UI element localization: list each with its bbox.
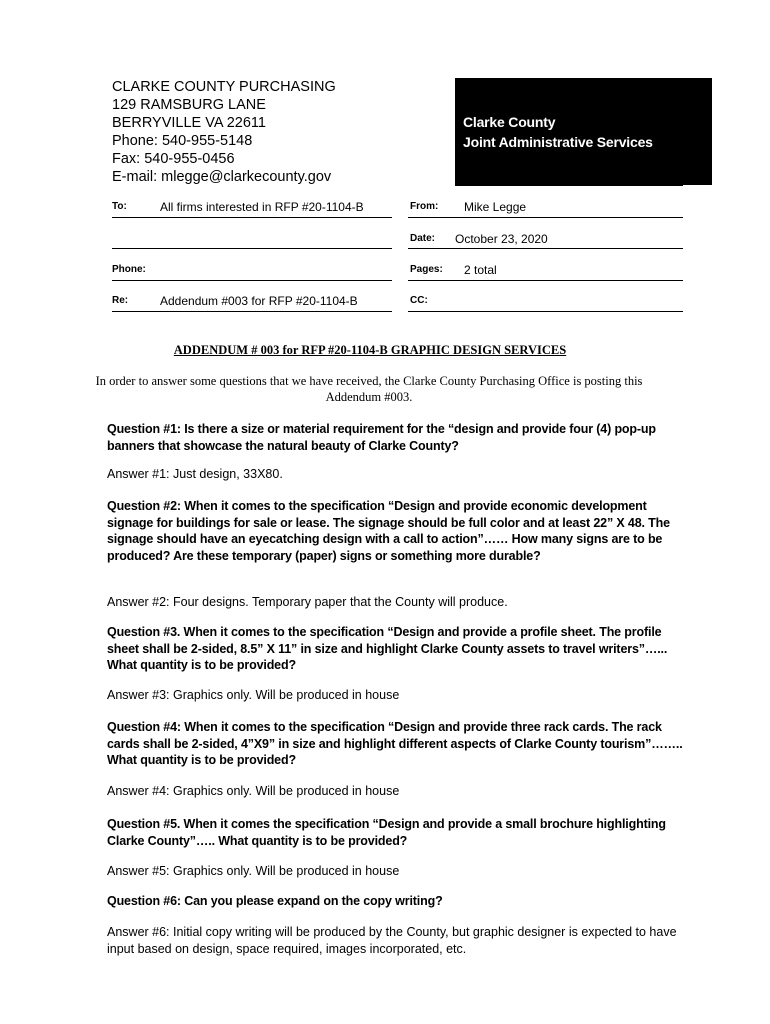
header-rule-3a: [112, 280, 392, 281]
phone-label: Phone:: [112, 264, 146, 275]
answer-1: Answer #1: Just design, 33X80.: [107, 467, 283, 481]
sender-org: CLARKE COUNTY PURCHASING: [112, 79, 336, 95]
header-rule-2a: [112, 248, 392, 249]
date-label: Date:: [410, 233, 436, 244]
to-value: All firms interested in RFP #20-1104-B: [160, 200, 364, 214]
answer-4: Answer #4: Graphics only. Will be produced in house: [107, 784, 400, 798]
pages-label: Pages:: [410, 264, 443, 275]
sender-phone: Phone: 540-955-5148: [112, 133, 253, 149]
header-rule-4b: [408, 311, 683, 312]
county-banner: [455, 78, 712, 185]
cc-label: CC:: [410, 295, 428, 306]
question-2: Question #2: When it comes to the specification “Design and provide economic development signage for buildings for sale or lease. The signage should be full color and at least 22” X 48. The signage should have an eyecatching design with a call to action”…… How many signs are to be produced? Are these temporary (paper) signs or something more durable?: [107, 499, 670, 563]
header-rule-top: [455, 185, 683, 186]
from-value: Mike Legge: [464, 200, 527, 214]
from-label: From:: [410, 201, 439, 212]
question-4: Question #4: When it comes to the specification “Design and provide three rack cards. The rack cards shall be 2-sided, 4”X9” in size and highlight different aspects of Clarke County tourism”…….. What quantity is to be provided?: [107, 720, 683, 767]
header-rule-2b: [408, 248, 683, 249]
question-6: Question #6: Can you please expand on the copy writing?: [107, 894, 443, 908]
header-rule-3b: [408, 280, 683, 281]
answer-2: Answer #2: Four designs. Temporary paper that the County will produce.: [107, 595, 508, 609]
header-rule-4a: [112, 311, 392, 312]
addendum-title: ADDENDUM # 003 for RFP #20-1104-B GRAPHIC DESIGN SERVICES: [173, 343, 567, 357]
re-value: Addendum #003 for RFP #20-1104-B: [160, 294, 358, 308]
question-1: Question #1: Is there a size or material requirement for the “design and provide four (4) pop-up banners that showcase the natural beauty of Clarke County?: [107, 422, 656, 453]
answer-3: Answer #3: Graphics only. Will be produced in house: [107, 688, 400, 702]
answer-6: Answer #6: Initial copy writing will be produced by the County, but graphic designer is expected to have input based on design, space required, images incorporated, etc.: [107, 925, 677, 956]
sender-fax: Fax: 540-955-0456: [112, 151, 235, 167]
intro-paragraph: In order to answer some questions that we have received, the Clarke County Purchasing Office is posting this Addendum #003.: [95, 374, 643, 404]
date-value: October 23, 2020: [455, 232, 548, 246]
sender-address: [112, 78, 336, 186]
to-label: To:: [112, 201, 127, 212]
sender-email: E-mail: mlegge@clarkecounty.gov: [112, 169, 332, 185]
question-3: Question #3. When it comes to the specification “Design and provide a profile sheet. The profile sheet shall be 2-sided, 8.5” X 11” in size and highlight Clarke County assets to travel writers”…... What quantity is to be provided?: [107, 625, 668, 672]
banner-line-1: Clarke County: [463, 114, 556, 130]
header-rule-1a: [112, 217, 392, 218]
header-rule-1b: [408, 217, 683, 218]
banner-line-2: Joint Administrative Services: [463, 134, 653, 150]
pages-value: 2 total: [464, 263, 497, 277]
sender-city: BERRYVILLE VA 22611: [112, 115, 266, 131]
re-label: Re:: [112, 295, 129, 306]
question-5: Question #5. When it comes the specification “Design and provide a small brochure highlighting Clarke County”….. What quantity is to be provided?: [107, 817, 666, 848]
sender-street: 129 RAMSBURG LANE: [112, 97, 266, 113]
answer-5: Answer #5: Graphics only. Will be produced in house: [107, 864, 400, 878]
